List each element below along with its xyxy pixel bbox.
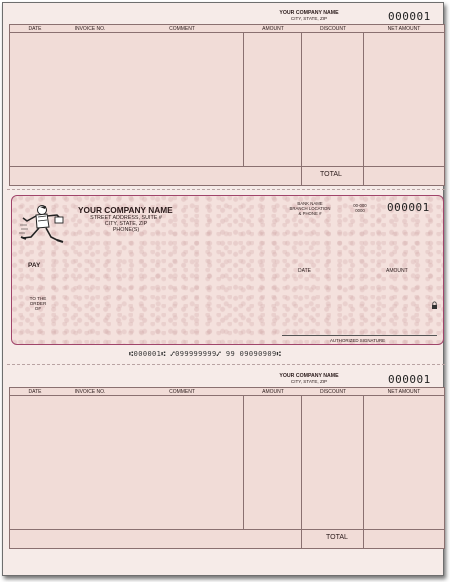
- of-label: OF: [34, 306, 42, 311]
- bottom-stub-company-name: YOUR COMPANY NAME: [279, 373, 339, 379]
- col-comment: COMMENT: [169, 26, 195, 32]
- column-divider: [363, 33, 364, 185]
- check-number: 000001: [387, 201, 430, 214]
- top-stub-total-label: TOTAL: [320, 171, 342, 178]
- top-stub-header-row: [10, 25, 444, 33]
- authorized-signature-label: AUTHORIZED SIGNATURE: [330, 338, 386, 343]
- check-body: [11, 195, 444, 345]
- check-company-name: YOUR COMPANY NAME: [78, 205, 173, 215]
- col-net-amount: NET AMOUNT: [387, 26, 421, 32]
- pay-label: PAY: [28, 262, 41, 269]
- total-row-divider: [10, 529, 444, 530]
- date-label: DATE: [298, 268, 311, 274]
- col-invoice-no: INVOICE NO.: [74, 389, 106, 395]
- perforation-line: [7, 364, 445, 365]
- col-amount: AMOUNT: [262, 26, 284, 32]
- total-row-divider: [10, 166, 444, 167]
- bottom-stub-total-label: TOTAL: [326, 534, 348, 541]
- signature-line: [282, 335, 437, 336]
- bottom-stub-table: [9, 387, 445, 549]
- col-amount: AMOUNT: [262, 389, 284, 395]
- column-divider: [301, 396, 302, 548]
- to-the-label: TO THE: [29, 296, 47, 301]
- check-street-address: STREET ADDRESS, SUITE #: [90, 215, 162, 221]
- routing-fraction-top: 00-000: [353, 203, 367, 208]
- column-divider: [363, 396, 364, 548]
- column-divider: [243, 396, 244, 530]
- bottom-stub-header-row: [10, 388, 444, 396]
- column-divider: [301, 33, 302, 185]
- perforation-line: [7, 189, 445, 190]
- col-date: DATE: [28, 26, 42, 32]
- bank-name: BANK NAME: [297, 201, 323, 206]
- micr-line: ⑆000001⑆ ⑇099999999⑇ 99 09090909⑆: [129, 350, 282, 358]
- routing-fraction-bottom: 0000: [355, 208, 365, 213]
- running-mascot-logo: [19, 203, 65, 247]
- top-stub-city: CITY, STATE, ZIP: [290, 16, 328, 21]
- col-comment: COMMENT: [169, 389, 195, 395]
- check-phone: PHONE(S): [112, 227, 140, 233]
- amount-label: AMOUNT: [386, 268, 408, 274]
- check-document: [2, 2, 444, 576]
- top-stub-company-name: YOUR COMPANY NAME: [279, 10, 339, 16]
- top-stub-table: [9, 24, 445, 186]
- col-net-amount: NET AMOUNT: [387, 389, 421, 395]
- bank-phone: & PHONE #: [298, 211, 322, 216]
- col-discount: DISCOUNT: [319, 389, 347, 395]
- col-invoice-no: INVOICE NO.: [74, 26, 106, 32]
- check-city: CITY, STATE, ZIP: [104, 221, 148, 227]
- bank-branch-location: BRANCH LOCATION: [289, 206, 331, 211]
- top-stub-check-number: 000001: [388, 10, 431, 23]
- lock-icon: [431, 301, 438, 310]
- col-discount: DISCOUNT: [319, 26, 347, 32]
- order-label: ORDER: [29, 301, 47, 306]
- bottom-stub-check-number: 000001: [388, 373, 431, 386]
- column-divider: [243, 33, 244, 167]
- bottom-stub-city: CITY, STATE, ZIP: [290, 379, 328, 384]
- col-date: DATE: [28, 389, 42, 395]
